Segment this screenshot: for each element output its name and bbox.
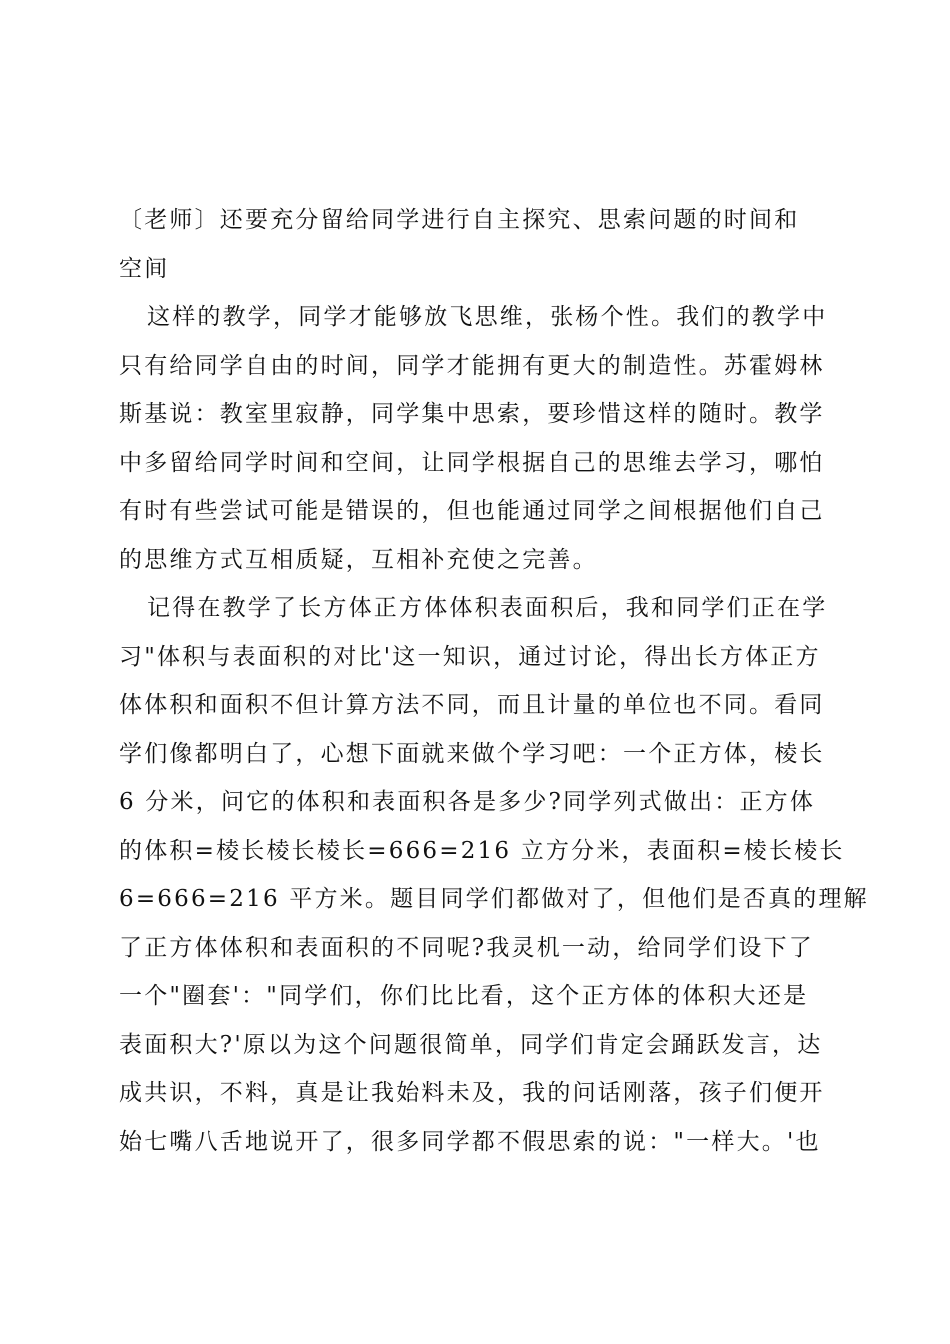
paragraph-3-line-2: 习"体积与表面积的对比'这一知识，通过讨论，得出长方体正方 — [119, 643, 821, 670]
paragraph-2-line-4: 中多留给同学时间和空间，让同学根据自己的思维去学习，哪怕 — [119, 449, 825, 476]
paragraph-2-line-5: 有时有些尝试可能是错误的，但也能通过同学之间根据他们自己 — [119, 498, 825, 524]
paragraph-3-line-3: 体体积和面积不但计算方法不同，而且计量的单位也不同。看同 — [119, 692, 825, 718]
paragraph-3-line-8: 了正方体体积和表面积的不同呢?我灵机一动，给同学们设下了 — [119, 934, 814, 961]
paragraph-3-line-12: 始七嘴八舌地说开了，很多同学都不假思索的说："一样大。'也 — [119, 1128, 821, 1155]
paragraph-3-line-10: 表面积大?'原以为这个问题很简单，同学们肯定会踊跃发言，达 — [119, 1031, 823, 1058]
paragraph-1-line-2: 空间 — [119, 255, 170, 282]
paragraph-3-line-4: 学们像都明白了，心想下面就来做个学习吧：一个正方体，棱长 — [119, 740, 825, 767]
paragraph-2-line-2: 只有给同学自由的时间，同学才能拥有更大的制造性。苏霍姆林 — [119, 352, 825, 379]
paragraph-2-line-6: 的思维方式互相质疑，互相补充使之完善。 — [119, 546, 598, 573]
paragraph-3-line-5: 6 分米，问它的体积和表面积各是多少?同学列式做出：正方体 — [119, 789, 816, 815]
paragraph-3-line-6: 的体积=棱长棱长棱长=666=216 立方分米，表面积=棱长棱长 — [119, 837, 845, 864]
paragraph-3-line-7: 6=666=216 平方米。题目同学们都做对了，但他们是否真的理解 — [119, 886, 869, 912]
paragraph-1-line-1: 〔老师〕还要充分留给同学进行自主探究、思索问题的时间和 — [119, 207, 800, 233]
paragraph-3-line-11: 成共识，不料，真是让我始料未及，我的问话刚落，孩子们便开 — [119, 1080, 825, 1106]
paragraph-3-line-1: 记得在教学了长方体正方体体积表面积后，我和同学们正在学 — [147, 595, 828, 621]
document-body — [119, 196, 869, 1166]
paragraph-2-line-3: 斯基说：教室里寂静，同学集中思索，要珍惜这样的随时。教学 — [119, 401, 825, 427]
paragraph-3-line-9: 一个"圈套'："同学们，你们比比看，这个正方体的体积大还是 — [119, 983, 809, 1009]
paragraph-2-line-1: 这样的教学，同学才能够放飞思维，张杨个性。我们的教学中 — [147, 304, 828, 330]
